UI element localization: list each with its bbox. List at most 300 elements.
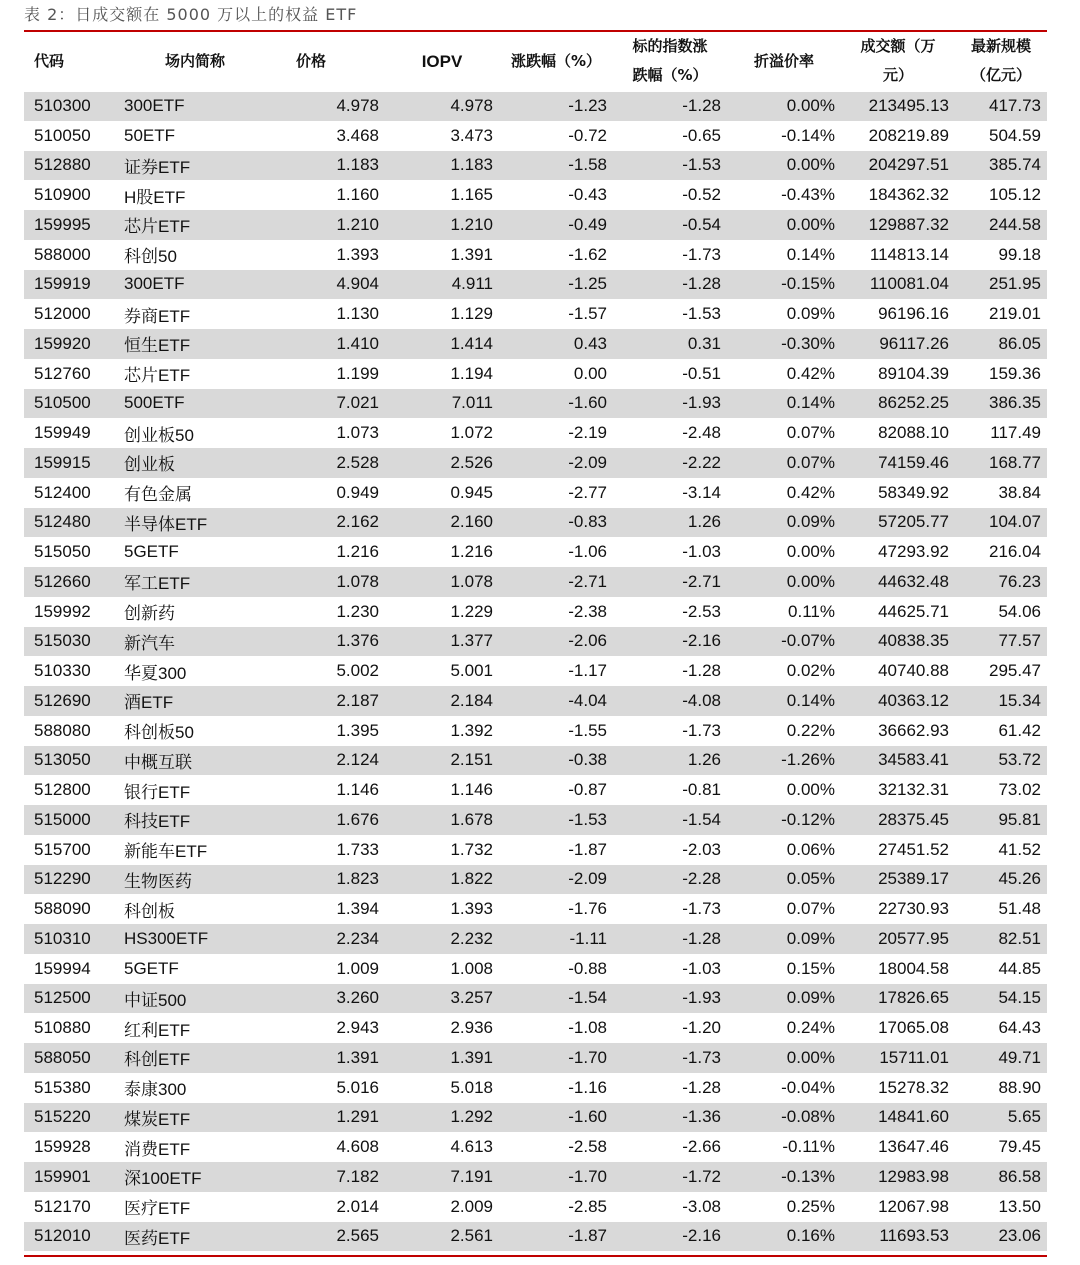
cell-iopv: 4.613 (385, 1132, 499, 1162)
cell-name: 券商ETF (120, 299, 270, 329)
cell-iopv: 1.078 (385, 567, 499, 597)
cell-code: 588000 (24, 240, 120, 270)
cell-change: -2.77 (499, 478, 613, 508)
cell-volume: 96196.16 (841, 299, 955, 329)
cell-index-change: -2.71 (613, 567, 727, 597)
cell-code: 159901 (24, 1162, 120, 1192)
table-row (24, 746, 1047, 776)
cell-change: -1.60 (499, 1103, 613, 1133)
cell-volume: 32132.31 (841, 775, 955, 805)
cell-scale: 64.43 (955, 1013, 1047, 1043)
cell-name: 医药ETF (120, 1222, 270, 1252)
cell-name: 泰康300 (120, 1073, 270, 1103)
cell-name: 证券ETF (120, 151, 270, 181)
cell-change: -2.09 (499, 448, 613, 478)
cell-code: 159992 (24, 597, 120, 627)
cell-premium: 0.00% (727, 537, 841, 567)
cell-volume: 13647.46 (841, 1132, 955, 1162)
cell-change: -0.38 (499, 746, 613, 776)
cell-volume: 17826.65 (841, 984, 955, 1014)
cell-index-change: -0.81 (613, 775, 727, 805)
cell-iopv: 1.194 (385, 359, 499, 389)
cell-volume: 18004.58 (841, 954, 955, 984)
header-price: 价格 (296, 51, 327, 70)
cell-change: -1.70 (499, 1162, 613, 1192)
cell-volume: 15278.32 (841, 1073, 955, 1103)
cell-volume: 114813.14 (841, 240, 955, 270)
cell-premium: 0.09% (727, 508, 841, 538)
cell-premium: -0.14% (727, 121, 841, 151)
cell-premium: -0.08% (727, 1103, 841, 1133)
cell-volume: 58349.92 (841, 478, 955, 508)
cell-code: 159949 (24, 418, 120, 448)
cell-premium: 0.05% (727, 865, 841, 895)
cell-scale: 104.07 (955, 508, 1047, 538)
table-row (24, 1013, 1047, 1043)
cell-iopv: 1.377 (385, 627, 499, 657)
cell-change: 0.43 (499, 329, 613, 359)
cell-premium: 0.07% (727, 448, 841, 478)
cell-iopv: 7.191 (385, 1162, 499, 1192)
cell-code: 515050 (24, 537, 120, 567)
cell-change: -1.87 (499, 835, 613, 865)
cell-volume: 96117.26 (841, 329, 955, 359)
table-row (24, 954, 1047, 984)
cell-volume: 204297.51 (841, 151, 955, 181)
cell-premium: 0.11% (727, 597, 841, 627)
cell-name: 创新药 (120, 597, 270, 627)
cell-change: -0.72 (499, 121, 613, 151)
cell-code: 159995 (24, 210, 120, 240)
cell-price: 2.014 (270, 1192, 385, 1222)
cell-iopv: 5.018 (385, 1073, 499, 1103)
cell-volume: 44632.48 (841, 567, 955, 597)
cell-code: 588050 (24, 1043, 120, 1073)
cell-code: 510500 (24, 389, 120, 419)
cell-change: -1.11 (499, 924, 613, 954)
table-row (24, 210, 1047, 240)
cell-scale: 41.52 (955, 835, 1047, 865)
cell-name: 新能车ETF (120, 835, 270, 865)
cell-volume: 40740.88 (841, 656, 955, 686)
cell-price: 1.676 (270, 805, 385, 835)
cell-premium: 0.07% (727, 418, 841, 448)
cell-premium: 0.14% (727, 389, 841, 419)
cell-premium: 0.25% (727, 1192, 841, 1222)
cell-scale: 219.01 (955, 299, 1047, 329)
cell-premium: 0.15% (727, 954, 841, 984)
cell-change: -0.49 (499, 210, 613, 240)
cell-price: 1.291 (270, 1103, 385, 1133)
cell-premium: -0.11% (727, 1132, 841, 1162)
cell-iopv: 0.945 (385, 478, 499, 508)
cell-iopv: 1.292 (385, 1103, 499, 1133)
cell-change: -1.60 (499, 389, 613, 419)
cell-scale: 38.84 (955, 478, 1047, 508)
cell-index-change: -1.93 (613, 984, 727, 1014)
cell-index-change: -1.53 (613, 151, 727, 181)
cell-price: 3.468 (270, 121, 385, 151)
cell-premium: 0.07% (727, 894, 841, 924)
cell-name: 科技ETF (120, 805, 270, 835)
cell-index-change: -1.03 (613, 954, 727, 984)
cell-name: 恒生ETF (120, 329, 270, 359)
cell-iopv: 2.160 (385, 508, 499, 538)
cell-volume: 25389.17 (841, 865, 955, 895)
cell-change: -0.83 (499, 508, 613, 538)
cell-index-change: -3.14 (613, 478, 727, 508)
cell-volume: 20577.95 (841, 924, 955, 954)
cell-scale: 251.95 (955, 270, 1047, 300)
table-row (24, 270, 1047, 300)
cell-name: 深100ETF (120, 1162, 270, 1192)
table-row (24, 121, 1047, 151)
cell-name: 300ETF (120, 91, 270, 121)
cell-iopv: 2.184 (385, 686, 499, 716)
cell-change: -1.17 (499, 656, 613, 686)
table-row (24, 1192, 1047, 1222)
cell-price: 1.130 (270, 299, 385, 329)
cell-scale: 504.59 (955, 121, 1047, 151)
cell-name: 科创板 (120, 894, 270, 924)
cell-volume: 184362.32 (841, 180, 955, 210)
cell-change: -1.57 (499, 299, 613, 329)
cell-volume: 110081.04 (841, 270, 955, 300)
cell-code: 510300 (24, 91, 120, 121)
table-row (24, 299, 1047, 329)
cell-scale: 385.74 (955, 151, 1047, 181)
cell-scale: 15.34 (955, 686, 1047, 716)
cell-index-change: -2.16 (613, 627, 727, 657)
cell-volume: 86252.25 (841, 389, 955, 419)
cell-change: -2.09 (499, 865, 613, 895)
table-row (24, 835, 1047, 865)
header-index-change-line2: 跌幅（%） (632, 66, 708, 84)
cell-premium: 0.14% (727, 686, 841, 716)
table-row (24, 418, 1047, 448)
cell-iopv: 1.229 (385, 597, 499, 627)
cell-premium: -0.07% (727, 627, 841, 657)
cell-index-change: -1.73 (613, 1043, 727, 1073)
cell-index-change: -2.03 (613, 835, 727, 865)
cell-premium: -1.26% (727, 746, 841, 776)
cell-change: -2.38 (499, 597, 613, 627)
cell-premium: 0.22% (727, 716, 841, 746)
cell-premium: 0.09% (727, 299, 841, 329)
cell-volume: 27451.52 (841, 835, 955, 865)
cell-price: 4.608 (270, 1132, 385, 1162)
cell-change: -1.76 (499, 894, 613, 924)
cell-index-change: -0.52 (613, 180, 727, 210)
cell-index-change: -1.03 (613, 537, 727, 567)
cell-price: 1.393 (270, 240, 385, 270)
cell-change: -1.16 (499, 1073, 613, 1103)
cell-index-change: -1.28 (613, 656, 727, 686)
cell-change: -1.55 (499, 716, 613, 746)
cell-price: 1.733 (270, 835, 385, 865)
cell-code: 588080 (24, 716, 120, 746)
cell-change: -1.23 (499, 91, 613, 121)
cell-price: 7.182 (270, 1162, 385, 1192)
cell-iopv: 1.822 (385, 865, 499, 895)
cell-name: 红利ETF (120, 1013, 270, 1043)
cell-iopv: 5.001 (385, 656, 499, 686)
cell-iopv: 4.978 (385, 91, 499, 121)
cell-change: 0.00 (499, 359, 613, 389)
cell-code: 512690 (24, 686, 120, 716)
cell-premium: 0.00% (727, 567, 841, 597)
cell-change: -0.43 (499, 180, 613, 210)
cell-name: 消费ETF (120, 1132, 270, 1162)
cell-index-change: -0.51 (613, 359, 727, 389)
cell-index-change: 0.31 (613, 329, 727, 359)
cell-price: 1.216 (270, 537, 385, 567)
cell-premium: 0.09% (727, 984, 841, 1014)
cell-iopv: 1.210 (385, 210, 499, 240)
header-iopv: IOPV (421, 51, 463, 71)
cell-iopv: 2.561 (385, 1222, 499, 1252)
cell-scale: 168.77 (955, 448, 1047, 478)
header-index-change-line1: 标的指数涨 (632, 37, 708, 55)
table-row (24, 1103, 1047, 1133)
cell-index-change: -1.73 (613, 894, 727, 924)
cell-premium: -0.12% (727, 805, 841, 835)
cell-volume: 11693.53 (841, 1222, 955, 1252)
cell-scale: 5.65 (955, 1103, 1047, 1133)
cell-iopv: 3.257 (385, 984, 499, 1014)
cell-name: 酒ETF (120, 686, 270, 716)
table-row (24, 151, 1047, 181)
cell-volume: 22730.93 (841, 894, 955, 924)
cell-name: 创业板 (120, 448, 270, 478)
cell-volume: 44625.71 (841, 597, 955, 627)
cell-price: 2.565 (270, 1222, 385, 1252)
cell-code: 512400 (24, 478, 120, 508)
cell-premium: -0.13% (727, 1162, 841, 1192)
cell-index-change: -4.08 (613, 686, 727, 716)
cell-scale: 53.72 (955, 746, 1047, 776)
cell-price: 2.234 (270, 924, 385, 954)
cell-iopv: 1.392 (385, 716, 499, 746)
table-row (24, 448, 1047, 478)
cell-name: 5GETF (120, 954, 270, 984)
cell-index-change: -1.54 (613, 805, 727, 835)
cell-price: 1.410 (270, 329, 385, 359)
cell-scale: 117.49 (955, 418, 1047, 448)
cell-change: -2.58 (499, 1132, 613, 1162)
cell-change: -0.88 (499, 954, 613, 984)
cell-code: 510880 (24, 1013, 120, 1043)
cell-change: -1.54 (499, 984, 613, 1014)
cell-price: 0.949 (270, 478, 385, 508)
cell-scale: 95.81 (955, 805, 1047, 835)
cell-price: 2.124 (270, 746, 385, 776)
cell-scale: 51.48 (955, 894, 1047, 924)
cell-volume: 129887.32 (841, 210, 955, 240)
cell-premium: 0.09% (727, 924, 841, 954)
cell-change: -1.62 (499, 240, 613, 270)
cell-iopv: 1.146 (385, 775, 499, 805)
cell-scale: 88.90 (955, 1073, 1047, 1103)
cell-index-change: -2.53 (613, 597, 727, 627)
cell-change: -2.71 (499, 567, 613, 597)
table-row (24, 478, 1047, 508)
cell-premium: -0.15% (727, 270, 841, 300)
cell-change: -1.70 (499, 1043, 613, 1073)
cell-name: 煤炭ETF (120, 1103, 270, 1133)
cell-iopv: 1.129 (385, 299, 499, 329)
cell-price: 7.021 (270, 389, 385, 419)
cell-price: 5.002 (270, 656, 385, 686)
cell-scale: 44.85 (955, 954, 1047, 984)
cell-scale: 76.23 (955, 567, 1047, 597)
table-row (24, 1043, 1047, 1073)
cell-code: 513050 (24, 746, 120, 776)
cell-iopv: 2.009 (385, 1192, 499, 1222)
cell-index-change: -2.28 (613, 865, 727, 895)
cell-premium: -0.30% (727, 329, 841, 359)
cell-name: 科创ETF (120, 1043, 270, 1073)
header-name: 场内简称 (164, 51, 225, 70)
cell-index-change: -3.08 (613, 1192, 727, 1222)
cell-index-change: -1.93 (613, 389, 727, 419)
cell-code: 159919 (24, 270, 120, 300)
cell-iopv: 1.414 (385, 329, 499, 359)
cell-index-change: 1.26 (613, 746, 727, 776)
cell-volume: 57205.77 (841, 508, 955, 538)
header-row (24, 32, 1047, 91)
cell-iopv: 1.732 (385, 835, 499, 865)
cell-code: 512660 (24, 567, 120, 597)
cell-iopv: 1.072 (385, 418, 499, 448)
cell-volume: 14841.60 (841, 1103, 955, 1133)
cell-premium: 0.00% (727, 91, 841, 121)
cell-change: -1.53 (499, 805, 613, 835)
table-row (24, 91, 1047, 121)
cell-scale: 82.51 (955, 924, 1047, 954)
cell-name: 华夏300 (120, 656, 270, 686)
table-row (24, 1132, 1047, 1162)
cell-name: 300ETF (120, 270, 270, 300)
cell-code: 159915 (24, 448, 120, 478)
cell-index-change: 1.26 (613, 508, 727, 538)
cell-premium: 0.00% (727, 151, 841, 181)
cell-change: -1.87 (499, 1222, 613, 1252)
cell-code: 510900 (24, 180, 120, 210)
cell-scale: 73.02 (955, 775, 1047, 805)
cell-volume: 17065.08 (841, 1013, 955, 1043)
header-volume (841, 32, 955, 91)
table-row (24, 716, 1047, 746)
cell-code: 515000 (24, 805, 120, 835)
table-row (24, 1222, 1047, 1252)
cell-iopv: 3.473 (385, 121, 499, 151)
table-row (24, 537, 1047, 567)
header-scale-line1: 最新规模 (970, 37, 1031, 55)
cell-scale: 13.50 (955, 1192, 1047, 1222)
cell-scale: 61.42 (955, 716, 1047, 746)
cell-scale: 99.18 (955, 240, 1047, 270)
cell-change: -0.87 (499, 775, 613, 805)
cell-name: 500ETF (120, 389, 270, 419)
cell-scale: 79.45 (955, 1132, 1047, 1162)
cell-index-change: -1.28 (613, 91, 727, 121)
cell-volume: 208219.89 (841, 121, 955, 151)
cell-price: 3.260 (270, 984, 385, 1014)
cell-price: 1.183 (270, 151, 385, 181)
cell-index-change: -2.48 (613, 418, 727, 448)
cell-volume: 40838.35 (841, 627, 955, 657)
cell-volume: 12983.98 (841, 1162, 955, 1192)
cell-iopv: 2.526 (385, 448, 499, 478)
cell-price: 4.904 (270, 270, 385, 300)
table-row (24, 924, 1047, 954)
cell-price: 1.376 (270, 627, 385, 657)
etf-table (24, 32, 1047, 1251)
cell-price: 4.978 (270, 91, 385, 121)
cell-code: 512480 (24, 508, 120, 538)
cell-code: 512000 (24, 299, 120, 329)
cell-premium: 0.24% (727, 1013, 841, 1043)
cell-iopv: 1.216 (385, 537, 499, 567)
cell-code: 159920 (24, 329, 120, 359)
cell-code: 512760 (24, 359, 120, 389)
cell-volume: 36662.93 (841, 716, 955, 746)
cell-index-change: -1.53 (613, 299, 727, 329)
cell-iopv: 2.232 (385, 924, 499, 954)
cell-change: -1.06 (499, 537, 613, 567)
table-row (24, 1073, 1047, 1103)
header-volume-line2: 元） (882, 66, 913, 84)
cell-index-change: -1.28 (613, 924, 727, 954)
table-row (24, 359, 1047, 389)
cell-index-change: -0.65 (613, 121, 727, 151)
cell-code: 512500 (24, 984, 120, 1014)
cell-scale: 159.36 (955, 359, 1047, 389)
cell-scale: 77.57 (955, 627, 1047, 657)
cell-scale: 54.15 (955, 984, 1047, 1014)
cell-iopv: 2.151 (385, 746, 499, 776)
table-row (24, 1162, 1047, 1192)
cell-scale: 216.04 (955, 537, 1047, 567)
cell-iopv: 1.391 (385, 240, 499, 270)
cell-price: 1.160 (270, 180, 385, 210)
cell-price: 1.823 (270, 865, 385, 895)
cell-index-change: -0.54 (613, 210, 727, 240)
cell-scale: 417.73 (955, 91, 1047, 121)
cell-name: 50ETF (120, 121, 270, 151)
cell-name: 银行ETF (120, 775, 270, 805)
cell-index-change: -1.28 (613, 270, 727, 300)
cell-premium: -0.04% (727, 1073, 841, 1103)
table-row (24, 508, 1047, 538)
cell-index-change: -1.73 (613, 716, 727, 746)
cell-premium: 0.42% (727, 478, 841, 508)
cell-code: 510310 (24, 924, 120, 954)
cell-volume: 47293.92 (841, 537, 955, 567)
table-row (24, 567, 1047, 597)
cell-price: 5.016 (270, 1073, 385, 1103)
cell-code: 588090 (24, 894, 120, 924)
cell-premium: 0.06% (727, 835, 841, 865)
cell-price: 1.394 (270, 894, 385, 924)
cell-price: 1.009 (270, 954, 385, 984)
cell-change: -1.08 (499, 1013, 613, 1043)
cell-code: 512800 (24, 775, 120, 805)
header-scale (955, 32, 1047, 91)
table-row (24, 240, 1047, 270)
cell-premium: 0.00% (727, 210, 841, 240)
